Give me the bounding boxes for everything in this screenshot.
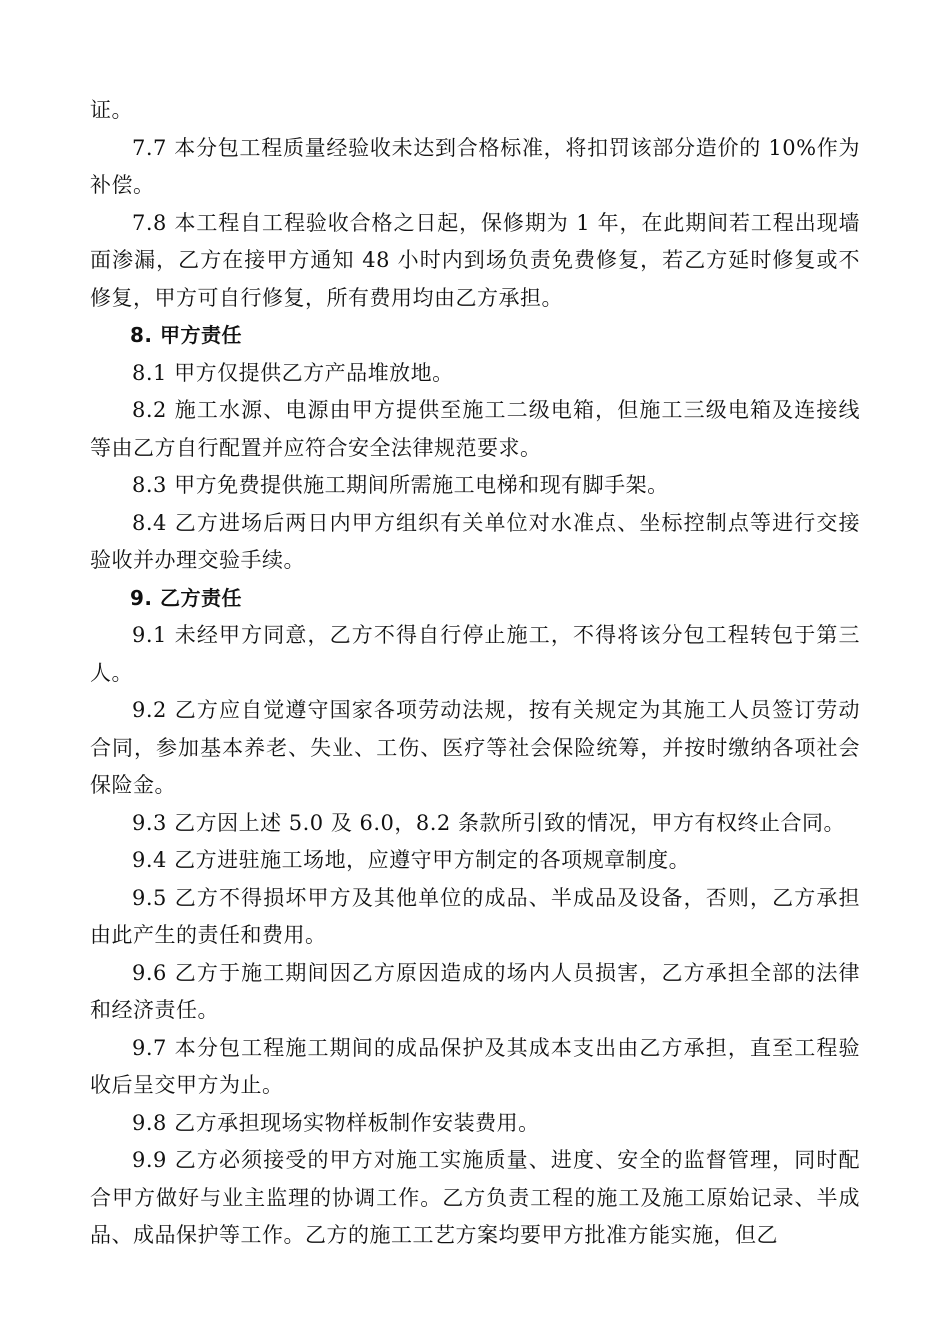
clause-8-4: 8.4 乙方进场后两日内甲方组织有关单位对水准点、坐标控制点等进行交接验收并办理交验手续。 <box>90 510 860 572</box>
clause-8-3: 8.3 甲方免费提供施工期间所需施工电梯和现有脚手架。 <box>132 473 669 497</box>
clause-9-6: 9.6 乙方于施工期间因乙方原因造成的场内人员损害，乙方承担全部的法律和经济责任。 <box>90 960 860 1022</box>
section-9-heading: 9. 乙方责任 <box>130 585 242 610</box>
clause-9-1: 9.1 未经甲方同意，乙方不得自行停止施工，不得将该分包工程转包于第三人。 <box>90 623 860 685</box>
clause-7-7: 7.7 本分包工程质量经验收未达到合格标准，将扣罚该部分造价的 10%作为补偿。 <box>90 135 860 197</box>
section-8-heading: 8. 甲方责任 <box>130 323 242 347</box>
clause-9-7: 9.7 本分包工程施工期间的成品保护及其成本支出由乙方承担，直至工程验收后呈交甲方为止。 <box>90 1035 860 1097</box>
clause-8-2: 8.2 施工水源、电源由甲方提供至施工二级电箱，但施工三级电箱及连接线等由乙方自行配置并应符合安全法律规范要求。 <box>90 398 860 460</box>
clause-7-8: 7.8 本工程自工程验收合格之日起，保修期为 1 年，在此期间若工程出现墙面渗漏，乙方在接甲方通知 48 小时内到场负责免费修复，若乙方延时修复或不修复，甲方可自行修复，所有费用均由乙方承担。 <box>90 210 860 310</box>
clause-9-2: 9.2 乙方应自觉遵守国家各项劳动法规，按有关规定为其施工人员签订劳动合同，参加基本养老、失业、工伤、医疗等社会保险统筹，并按时缴纳各项社会保险金。 <box>90 698 860 797</box>
clause-9-5: 9.5 乙方不得损坏甲方及其他单位的成品、半成品及设备，否则，乙方承担由此产生的责任和费用。 <box>90 885 860 947</box>
clause-9-4: 9.4 乙方进驻施工场地，应遵守甲方制定的各项规章制度。 <box>132 848 691 872</box>
clause-8-1: 8.1 甲方仅提供乙方产品堆放地。 <box>132 360 454 385</box>
clause-9-8: 9.8 乙方承担现场实物样板制作安装费用。 <box>132 1110 540 1135</box>
clause-9-3: 9.3 乙方因上述 5.0 及 6.0，8.2 条款所引致的情况，甲方有权终止合同。 <box>132 810 845 835</box>
paragraph-continuation: 证。 <box>90 98 133 122</box>
clause-9-9: 9.9 乙方必须接受的甲方对施工实施质量、进度、安全的监督管理，同时配合甲方做好与业主监理的协调工作。乙方负责工程的施工及施工原始记录、半成品、成品保护等工作。乙方的施工工艺方案均要甲方批准方能实施，但乙 <box>90 1148 860 1247</box>
